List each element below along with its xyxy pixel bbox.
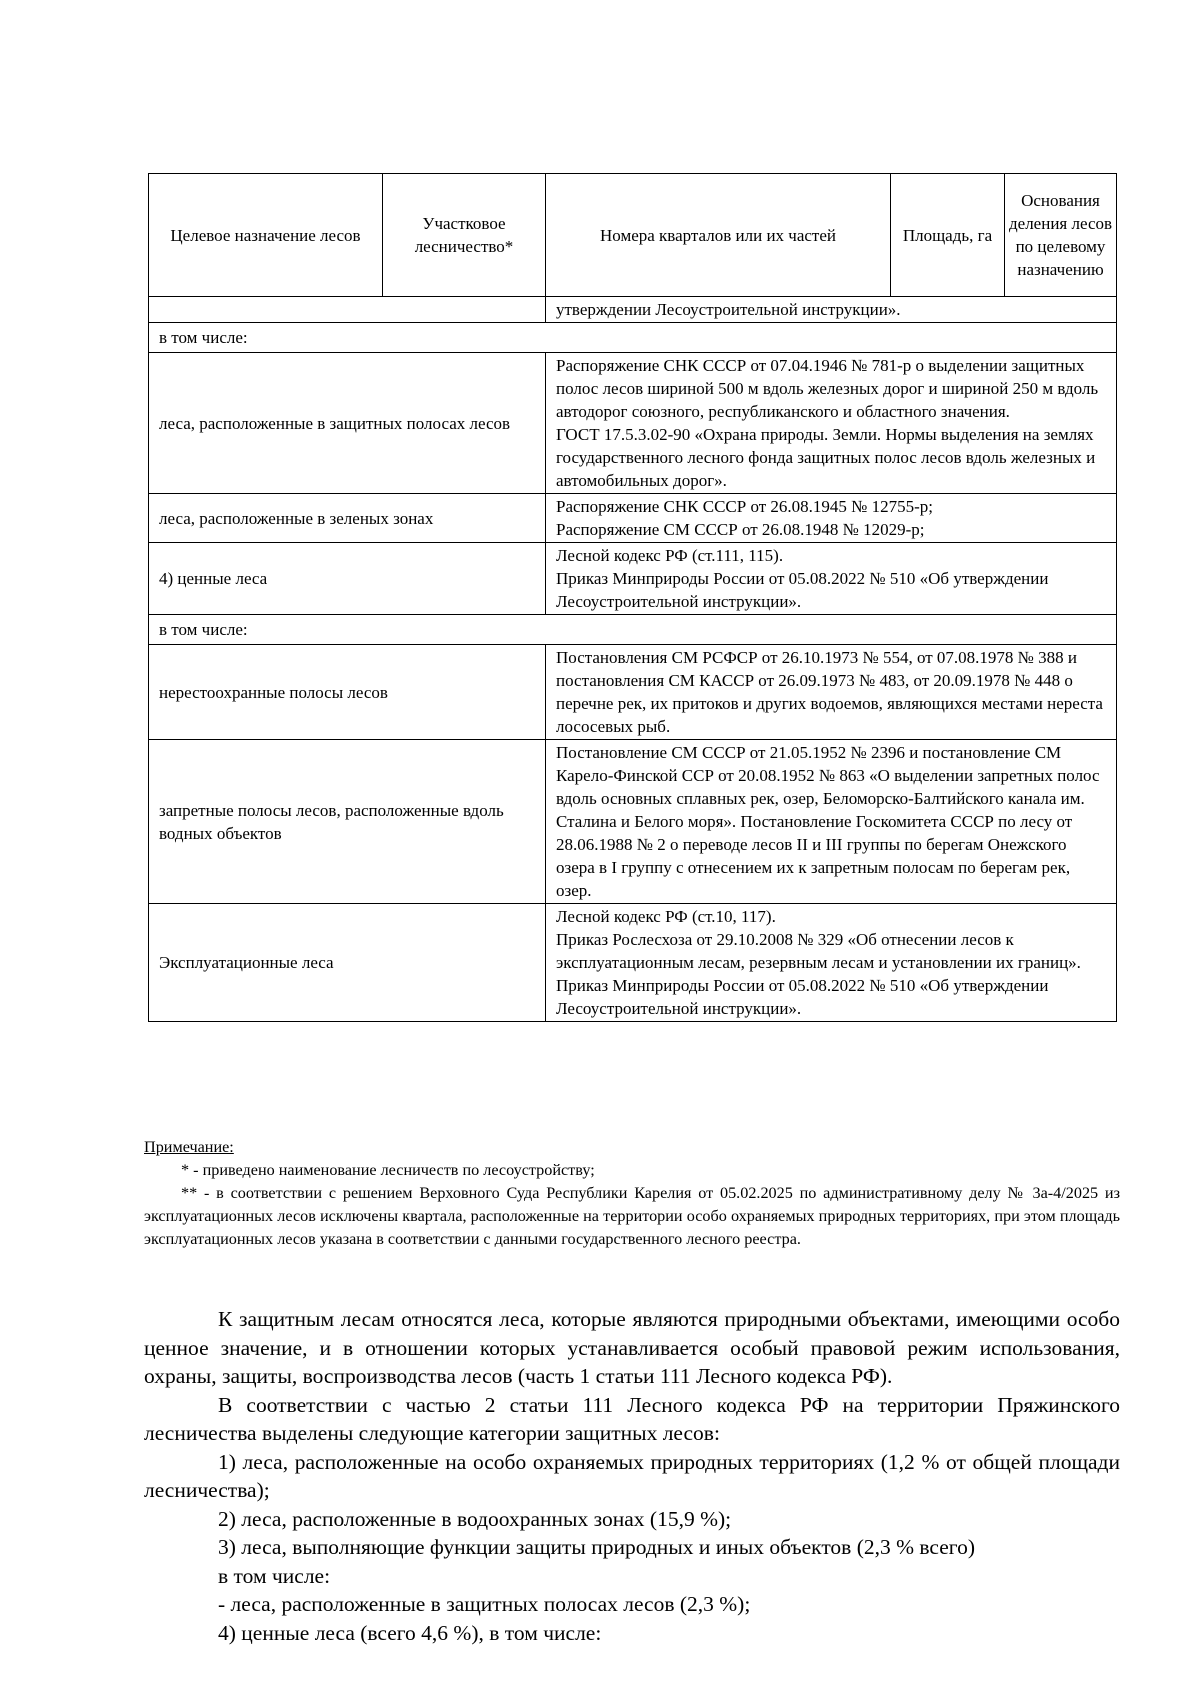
cell-basis: утверждении Лесоустроительной инструкции». (546, 297, 1117, 323)
table-row (149, 904, 1117, 1022)
cell-basis: Распоряжение СНК СССР от 07.04.1946 № 781-р о выделении защитных полос лесов шириной 500 м вдоль железных дорог и шириной 250 м вдоль автодорог союзного, республиканского и областного значения. ГОСТ 17.5.3.02-90 «Охрана природы. Земли. Нормы выделения на землях государственного лесного фонда защитных полос лесов вдоль железных и автомобильных дорог». (546, 353, 1117, 494)
cell-basis: Распоряжение СНК СССР от 26.08.1945 № 12755-р; Распоряжение СМ СССР от 26.08.1948 № 12029-р; (546, 494, 1117, 543)
cell-basis: Лесной кодекс РФ (ст.10, 117). Приказ Рослесхоза от 29.10.2008 № 329 «Об отнесении лесов к эксплуатационным лесам, резервным лесам и установлении их границ». Приказ Минприроды России от 05.08.2022 № 510 «Об утверждении Лесоустроительной инструкции». (546, 904, 1117, 1022)
note-forestry-names: * - приведено наименование лесничеств по лесоустройству; (181, 1161, 595, 1179)
forest-purpose-table (148, 173, 1117, 1022)
cell-purpose: леса, расположенные в зеленых зонах (149, 494, 546, 543)
table-row (149, 494, 1117, 543)
table-row (149, 645, 1117, 740)
subheading-label: в том числе: (149, 615, 1117, 645)
header-basis: Основания деления лесов по целевому назначению (1005, 174, 1117, 297)
header-purpose: Целевое назначение лесов (149, 174, 383, 297)
list-item-including: в том числе: (218, 1563, 331, 1588)
paragraph-categories-intro: В соответствии с частью 2 статьи 111 Лесного кодекса РФ на территории Пряжинского лесничества выделены следующие категории защитных лесов: (144, 1392, 1120, 1445)
subheading-label: в том числе: (149, 323, 1117, 353)
list-item-water-protection: 2) леса, расположенные в водоохранных зонах (15,9 %); (218, 1506, 732, 1531)
cell-purpose: 4) ценные леса (149, 543, 546, 615)
header-forestry: Участковое лесничество* (383, 174, 546, 297)
cell-basis: Постановление СМ СССР от 21.05.1952 № 2396 и постановление СМ Карело-Финской ССР от 20.08.1952 № 863 «О выделении запретных полос вдоль основных сплавных рек, озер, Беломорско-Балтийского канала им. Сталина и Белого моря». Постановление Госкомитета СССР по лесу от 28.06.1988 № 2 о переводе лесов II и III группы по берегам Онежского озера в I группу с отнесением их к запретным полосам по берегам рек, озер. (546, 740, 1117, 904)
cell-purpose (149, 297, 546, 323)
paragraph-protective-forests: К защитным лесам относятся леса, которые являются природными объектами, имеющими особо ценное значение, и в отношении которых устанавливается особый правовой режим использования, охраны, защиты, воспроизводства лесов (часть 1 статьи 111 Лесного кодекса РФ). (144, 1307, 1120, 1388)
table-subheading-row (149, 323, 1117, 353)
list-item-valuable-forests: 4) ценные леса (всего 4,6 %), в том числе: (218, 1620, 602, 1645)
table-header-row (149, 174, 1117, 297)
cell-basis: Постановления СМ РСФСР от 26.10.1973 № 554, от 07.08.1978 № 388 и постановления СМ КАССР от 26.09.1973 № 483, от 20.09.1978 № 448 о перечне рек, их притоков и других водоемов, являющихся местами нереста лососевых рыб. (546, 645, 1117, 740)
cell-purpose: нерестоохранные полосы лесов (149, 645, 546, 740)
table-notes (144, 1136, 1120, 1251)
cell-purpose: запретные полосы лесов, расположенные вдоль водных объектов (149, 740, 546, 904)
cell-basis: Лесной кодекс РФ (ст.111, 115). Приказ Минприроды России от 05.08.2022 № 510 «Об утверждении Лесоустроительной инструкции». (546, 543, 1117, 615)
list-item-protective-strips: - леса, расположенные в защитных полосах лесов (2,3 %); (218, 1592, 751, 1616)
cell-purpose: леса, расположенные в защитных полосах лесов (149, 353, 546, 494)
cell-purpose: Эксплуатационные леса (149, 904, 546, 1022)
table-row (149, 353, 1117, 494)
table-continuation-row (149, 297, 1117, 323)
body-text (144, 1305, 1120, 1647)
table-subheading-row (149, 615, 1117, 645)
header-quarters: Номера кварталов или их частей (546, 174, 891, 297)
table-row (149, 740, 1117, 904)
list-item-protection-functions: 3) леса, выполняющие функции защиты природных и иных объектов (2,3 % всего) (218, 1535, 975, 1559)
notes-title: Примечание: (144, 1138, 234, 1156)
note-court-decision: ** - в соответствии с решением Верховного Суда Республики Карелия от 05.02.2025 по административному делу № 3а-4/2025 из эксплуатационных лесов исключены квартала, расположенные на территории особо охраняемых природных территориях, при этом площадь эксплуатационных лесов указана в соответствии с данными государственного лесного реестра. (144, 1184, 1120, 1248)
list-item-oopt: 1) леса, расположенные на особо охраняемых природных территориях (1,2 % от общей площади лесничества); (144, 1449, 1120, 1502)
header-area: Площадь, га (891, 174, 1005, 297)
table-row (149, 543, 1117, 615)
